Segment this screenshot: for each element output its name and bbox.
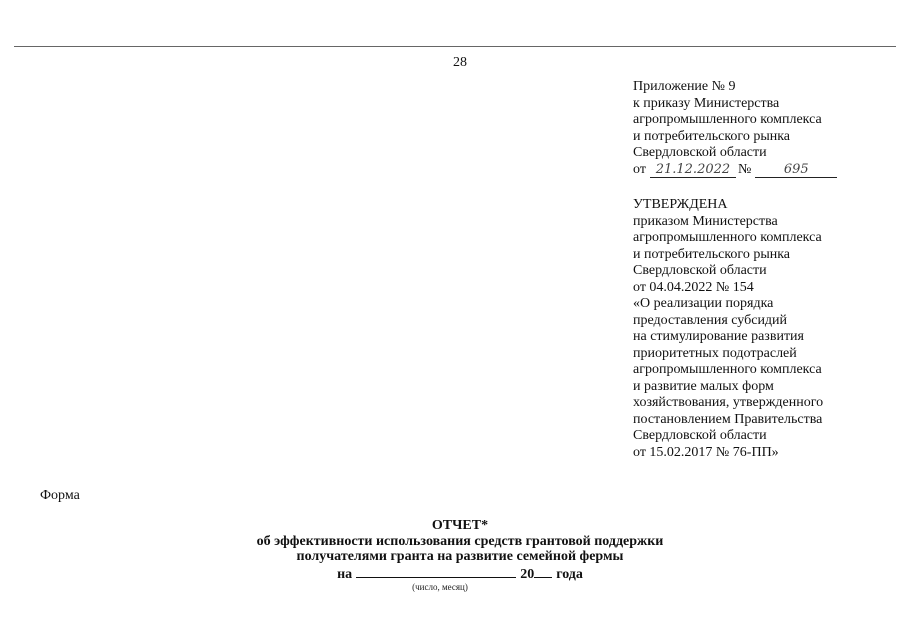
approved-heading: УТВЕРЖДЕНА — [633, 197, 728, 212]
appendix-date-line — [633, 162, 893, 179]
report-title: ОТЧЕТ* — [431, 518, 489, 533]
form-label: Форма — [40, 488, 80, 503]
approved-line: агропромышленного комплекса — [633, 230, 822, 245]
appendix-date-prefix: от — [633, 161, 646, 177]
appendix-number-label: № — [737, 161, 752, 177]
approved-line: приоритетных подотраслей — [633, 345, 797, 361]
approved-line: приказом Министерства — [633, 213, 778, 229]
handwritten-number: 695 — [755, 163, 837, 178]
report-date-prefix: на — [337, 566, 353, 582]
approved-line: от 04.04.2022 № 154 — [633, 279, 754, 295]
appendix-block — [633, 79, 893, 178]
date-blank-field — [356, 565, 516, 578]
appendix-line: к приказу Министерства — [633, 95, 780, 111]
year-blank-field — [534, 565, 552, 578]
appendix-line: Приложение № 9 — [633, 79, 736, 94]
approved-line: «О реализации порядка — [633, 296, 774, 311]
report-year-prefix: 20 — [520, 566, 535, 582]
report-subtitle-line: получателями гранта на развитие семейной фермы — [296, 549, 624, 564]
approved-line: хозяйствования, утвержденного — [633, 395, 824, 410]
approved-line: постановлением Правительства — [633, 411, 823, 427]
report-year-suffix: года — [556, 566, 583, 582]
approved-line: от 15.02.2017 № 76-ПП» — [633, 444, 779, 460]
approved-line: и развитие малых форм — [633, 378, 774, 394]
report-subtitle-line: об эффективности использования средств грантовой поддержки — [256, 533, 664, 549]
approved-line: и потребительского рынка — [633, 246, 791, 262]
approved-block — [633, 197, 895, 461]
approved-line: агропромышленного комплекса — [633, 362, 822, 377]
approved-line: предоставления субсидий — [633, 312, 788, 328]
appendix-line: Свердловской области — [633, 145, 767, 160]
approved-line: Свердловской области — [633, 428, 767, 443]
report-title-block — [200, 518, 720, 582]
appendix-line: агропромышленного комплекса — [633, 112, 822, 127]
approved-line: на стимулирование развития — [633, 329, 804, 344]
approved-line: Свердловской области — [633, 263, 767, 278]
page-number: 28 — [453, 55, 467, 70]
report-date-row — [200, 565, 720, 583]
appendix-line: и потребительского рынка — [633, 128, 791, 144]
top-rule — [14, 46, 896, 47]
date-field-hint: (число, месяц) — [412, 582, 468, 592]
handwritten-date: 21.12.2022 — [650, 163, 736, 178]
